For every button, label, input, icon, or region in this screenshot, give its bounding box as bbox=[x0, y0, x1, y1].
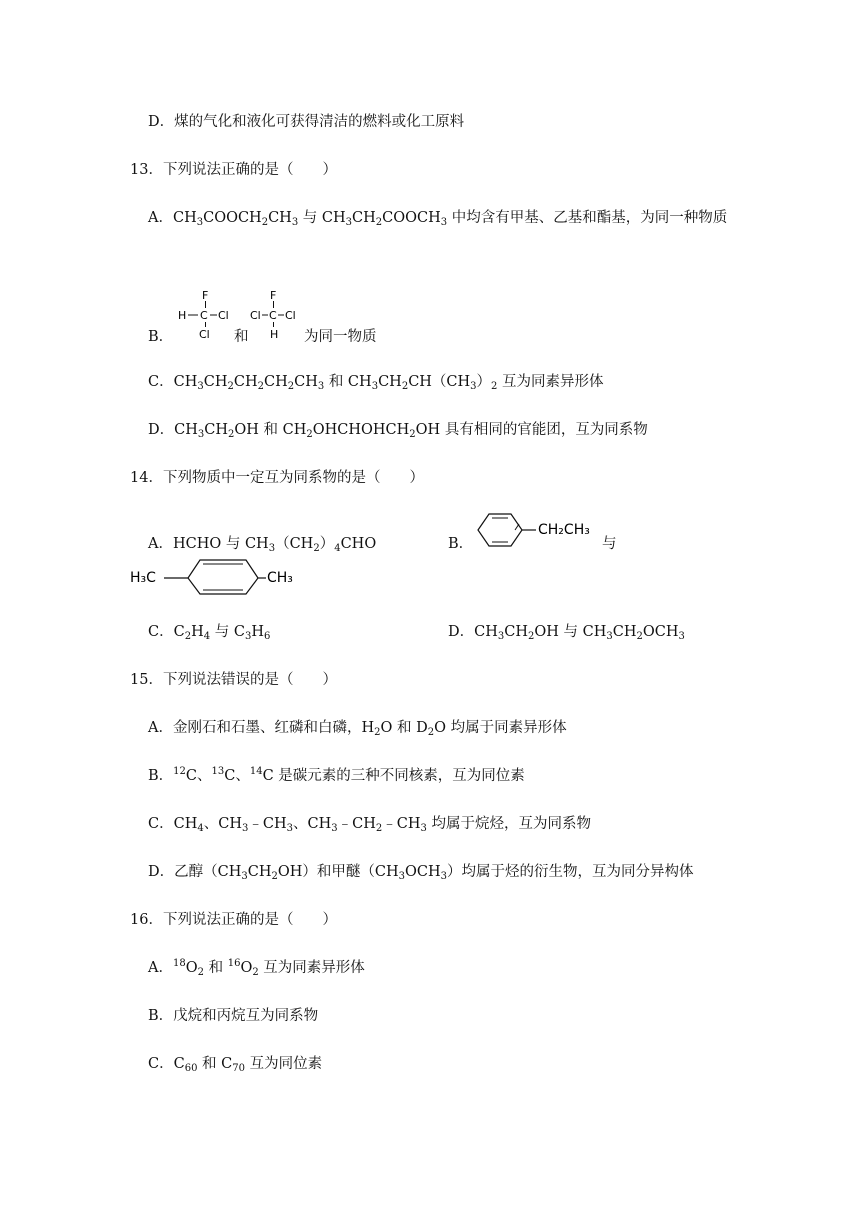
q14-option-d: D．$CH_3CH_2OH$ 与 $CH_3CH_2OCH_3$ bbox=[448, 624, 685, 642]
mol2-c: C bbox=[269, 309, 277, 322]
mol1-c: C bbox=[200, 309, 208, 322]
mol1-cl-bottom: Cl bbox=[199, 328, 210, 341]
q15-option-c: C．$CH_4$、$CH_3﹣CH_3$、$CH_3﹣CH_2﹣CH_3$ 均属于烷烃，互为同系物 bbox=[148, 816, 591, 834]
q14-option-b-tail: 与 bbox=[602, 536, 617, 552]
q14-option-c: C．$C_2H_4$ 与 $C_3H_6$ bbox=[148, 624, 271, 642]
q13-stem: 13．下列说法正确的是（ ） bbox=[130, 162, 337, 178]
q13-b-molecule-1 bbox=[176, 286, 236, 344]
q14-b-para-xylene bbox=[130, 552, 302, 596]
q16-option-c: C．$C_{60}$ 和 $C_{70}$ 互为同位素 bbox=[148, 1056, 323, 1074]
q14-option-b-label: B． bbox=[448, 536, 474, 552]
q15-stem: 15．下列说法错误的是（ ） bbox=[130, 672, 337, 688]
q14-b-ethylbenzene bbox=[470, 508, 606, 552]
mol1-h: H bbox=[178, 309, 187, 322]
q14-stem: 14．下列物质中一定互为同系物的是（ ） bbox=[130, 470, 424, 486]
ethyl-group-label: CH₂CH₃ bbox=[538, 522, 590, 538]
q14-option-a: A．HCHO 与 $CH_3(CH_2)_4CHO$ bbox=[148, 536, 377, 554]
q13-b-molecule-2 bbox=[248, 286, 304, 344]
xylene-right-methyl: CH₃ bbox=[267, 570, 293, 586]
q13-option-b-label: B． bbox=[148, 329, 174, 345]
q13-option-a: A．$CH_3COOCH_2CH_3$ 与 $CH_3CH_2COOCH_3$ 中均含有甲基、乙基和酯基，为同一种物质 bbox=[148, 210, 728, 228]
q13-option-c: C．$CH_3CH_2CH_2CH_2CH_3$ 和 $CH_3CH_2CH(CH_3)_2$ 互为同素异形体 bbox=[148, 374, 604, 392]
q15-option-a: A．金刚石和石墨、红磷和白磷，$H_2O$ 和 $D_2O$ 均属于同素异形体 bbox=[148, 720, 567, 738]
mol1-cl-right: Cl bbox=[218, 309, 229, 322]
q12-option-d: D．煤的气化和液化可获得清洁的燃料或化工原料 bbox=[148, 114, 465, 130]
q13-option-b-tail: 为同一物质 bbox=[304, 329, 377, 345]
q16-stem: 16．下列说法正确的是（ ） bbox=[130, 912, 337, 928]
mol2-h: H bbox=[270, 328, 279, 341]
q15-option-b: B．$^{12}$C、$^{13}$C、$^{14}$C 是碳元素的三种不同核素，互为同位素 bbox=[148, 766, 525, 784]
q16-option-b: B．戊烷和丙烷互为同系物 bbox=[148, 1008, 319, 1024]
mol2-cl-left: Cl bbox=[250, 309, 261, 322]
mol1-f: F bbox=[202, 289, 209, 302]
q13-option-b-and: 和 bbox=[234, 329, 249, 345]
mol2-f: F bbox=[270, 289, 277, 302]
q13-option-d: D．$CH_3CH_2OH$ 和 $CH_2OHCHOHCH_2OH$ 具有相同的官能团，互为同系物 bbox=[148, 422, 648, 440]
xylene-left-methyl: H₃C bbox=[130, 570, 156, 586]
mol2-cl-right: Cl bbox=[285, 309, 296, 322]
q15-option-d: D．乙醇$(CH_3CH_2OH)$和甲醚$(CH_3OCH_3)$均属于烃的衍生物，互为同分异构体 bbox=[148, 864, 694, 882]
q16-option-a: A．$^{18}O_2$ 和 $^{16}O_2$ 互为同素异形体 bbox=[148, 958, 365, 978]
